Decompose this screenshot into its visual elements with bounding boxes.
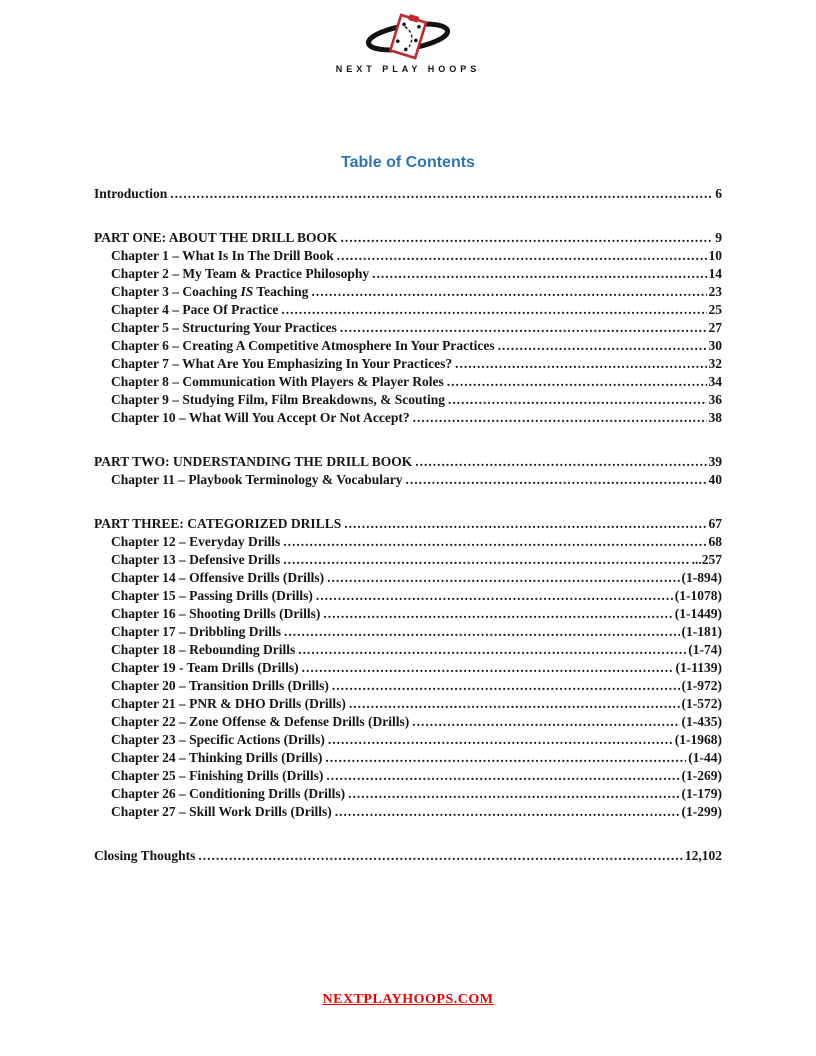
toc-entry	[94, 569, 722, 587]
toc-entry-page: 32	[708, 356, 722, 371]
dot-leader	[332, 677, 680, 695]
toc-entry	[94, 605, 722, 623]
toc-entry	[94, 803, 722, 821]
toc-entry	[94, 587, 722, 605]
dot-leader	[412, 713, 679, 731]
toc-entry-page: (1-1449)	[674, 606, 722, 621]
toc-entry-label: Chapter 22 – Zone Offense & Defense Drills (Drills)	[111, 714, 410, 729]
dot-leader	[326, 767, 679, 785]
toc-entry	[94, 265, 722, 283]
toc-entry-page: 30	[708, 338, 722, 353]
dot-leader	[349, 695, 680, 713]
toc-entry-label: Chapter 12 – Everyday Drills	[111, 534, 281, 549]
toc-entry	[94, 847, 722, 865]
toc-entry	[94, 229, 722, 247]
page-title: Table of Contents	[341, 154, 475, 171]
toc-entry-label: Chapter 19 - Team Drills (Drills)	[111, 660, 299, 675]
toc-entry	[94, 247, 722, 265]
dot-leader	[415, 453, 706, 471]
toc-entry-page: 39	[708, 454, 722, 469]
toc-entry-label: PART ONE: ABOUT THE DRILL BOOK	[94, 230, 338, 245]
toc-entry-label: Chapter 27 – Skill Work Drills (Drills)	[111, 804, 332, 819]
toc-entry-page: (1-1968)	[674, 732, 722, 747]
dot-leader	[448, 391, 706, 409]
toc-entry-page: (1-972)	[681, 678, 722, 693]
dot-leader	[198, 847, 682, 865]
toc-entry	[94, 301, 722, 319]
dot-leader	[283, 551, 689, 569]
toc-entry-label: Chapter 4 – Pace Of Practice	[111, 302, 279, 317]
dot-leader	[447, 373, 707, 391]
page-footer	[0, 990, 816, 1008]
toc-entry-page: 27	[708, 320, 722, 335]
toc-entry-label: Chapter 13 – Defensive Drills	[111, 552, 281, 567]
toc-entry	[94, 623, 722, 641]
toc-entry-label: Closing Thoughts	[94, 848, 196, 863]
toc-entry-page: 68	[708, 534, 722, 549]
toc-entry-label: Chapter 24 – Thinking Drills (Drills)	[111, 750, 323, 765]
toc-entry-label: Chapter 26 – Conditioning Drills (Drills)	[111, 786, 346, 801]
toc-entry-page: (1-299)	[681, 804, 722, 819]
toc-entry	[94, 785, 722, 803]
dot-leader	[302, 659, 674, 677]
toc-entry-page: 36	[708, 392, 722, 407]
toc-entry	[94, 409, 722, 427]
toc-entry	[94, 185, 722, 203]
toc-entry-label: Chapter 20 – Transition Drills (Drills)	[111, 678, 329, 693]
toc-entry-label: Chapter 15 – Passing Drills (Drills)	[111, 588, 313, 603]
toc-entry	[94, 533, 722, 551]
toc-entry-label: PART THREE: CATEGORIZED DRILLS	[94, 516, 342, 531]
toc-entry-label: Chapter 17 – Dribbling Drills	[111, 624, 282, 639]
toc-entry-page: 40	[708, 472, 722, 487]
toc-entry-page: 25	[708, 302, 722, 317]
toc-entry	[94, 391, 722, 409]
toc-entry-page: (1-435)	[681, 714, 722, 729]
dot-leader	[348, 785, 679, 803]
toc-entry	[94, 695, 722, 713]
toc-entry-label: Chapter 5 – Structuring Your Practices	[111, 320, 337, 335]
toc-entry	[94, 749, 722, 767]
dot-leader	[298, 641, 686, 659]
toc-entry-page: 23	[708, 284, 722, 299]
toc-entry	[94, 713, 722, 731]
toc-entry	[94, 355, 722, 373]
next-play-hoops-logo-icon	[353, 13, 463, 63]
dot-leader	[328, 731, 673, 749]
toc-entry-label: Chapter 7 – What Are You Emphasizing In Your Practices?	[111, 356, 453, 371]
dot-leader	[498, 337, 707, 355]
toc-entry-label: PART TWO: UNDERSTANDING THE DRILL BOOK	[94, 454, 413, 469]
dot-leader	[337, 247, 707, 265]
toc-entry	[94, 551, 722, 569]
dot-leader	[340, 319, 707, 337]
toc-entry-page: 34	[708, 374, 722, 389]
toc-entry	[94, 659, 722, 677]
toc-entry-label: Chapter 6 – Creating A Competitive Atmosphere In Your Practices	[111, 338, 495, 353]
header-logo-block	[0, 0, 816, 74]
toc-entry-label: Chapter 11 – Playbook Terminology & Vocabulary	[111, 472, 403, 487]
dot-leader	[344, 515, 706, 533]
dot-leader	[170, 185, 713, 203]
toc-entry-page: (1-181)	[681, 624, 722, 639]
toc-entry-page: 9	[715, 230, 722, 245]
dot-leader	[311, 283, 706, 301]
toc-entry-label: Chapter 3 – Coaching IS Teaching	[111, 284, 309, 299]
toc-entry-label: Chapter 25 – Finishing Drills (Drills)	[111, 768, 324, 783]
toc-entry-page: (1-269)	[681, 768, 722, 783]
toc-entry-label: Chapter 23 – Specific Actions (Drills)	[111, 732, 325, 747]
brand-wordmark: NEXT PLAY HOOPS	[335, 64, 481, 74]
toc-entry-page: 38	[708, 410, 722, 425]
toc-list	[94, 185, 722, 865]
dot-leader	[455, 355, 706, 373]
toc-entry-label: Chapter 1 – What Is In The Drill Book	[111, 248, 334, 263]
toc-entry	[94, 641, 722, 659]
toc-entry-page: 67	[708, 516, 722, 531]
dot-leader	[284, 623, 679, 641]
toc-entry-page: (1-572)	[681, 696, 722, 711]
dot-leader	[281, 301, 706, 319]
toc-entry-label: Chapter 14 – Offensive Drills (Drills)	[111, 570, 325, 585]
toc-entry-page: 14	[708, 266, 722, 281]
toc-entry-page: (1-44)	[688, 750, 722, 765]
toc-entry-page: 12,102	[684, 848, 722, 863]
dot-leader	[406, 471, 707, 489]
toc-entry	[94, 471, 722, 489]
toc-entry	[94, 453, 722, 471]
toc-entry-page: (1-74)	[688, 642, 722, 657]
dot-leader	[316, 587, 673, 605]
toc-entry-page: ...257	[691, 552, 722, 567]
toc-entry	[94, 337, 722, 355]
toc-entry	[94, 677, 722, 695]
toc-entry	[94, 283, 722, 301]
toc-entry-page: 6	[715, 186, 722, 201]
toc-entry-label: Chapter 16 – Shooting Drills (Drills)	[111, 606, 321, 621]
footer-website-link[interactable]: NEXTPLAYHOOPS.COM	[322, 992, 494, 1007]
dot-leader	[327, 569, 679, 587]
toc-entry-label: Chapter 8 – Communication With Players & Player Roles	[111, 374, 444, 389]
toc-entry-label: Chapter 2 – My Team & Practice Philosophy	[111, 266, 370, 281]
dot-leader	[325, 749, 686, 767]
toc-entry-label: Chapter 10 – What Will You Accept Or Not Accept?	[111, 410, 410, 425]
toc-entry-label: Chapter 21 – PNR & DHO Drills (Drills)	[111, 696, 346, 711]
toc-entry-label: Introduction	[94, 186, 168, 201]
toc-entry-page: (1-1139)	[675, 660, 722, 675]
toc-entry-page: (1-1078)	[674, 588, 722, 603]
dot-leader	[335, 803, 680, 821]
dot-leader	[340, 229, 713, 247]
dot-leader	[413, 409, 707, 427]
toc-entry-label: Chapter 9 – Studying Film, Film Breakdowns, & Scouting	[111, 392, 446, 407]
toc-entry-label: Chapter 18 – Rebounding Drills	[111, 642, 296, 657]
toc-entry	[94, 767, 722, 785]
toc-entry-page: (1-179)	[681, 786, 722, 801]
toc-entry	[94, 373, 722, 391]
toc-entry	[94, 731, 722, 749]
toc-entry	[94, 319, 722, 337]
dot-leader	[323, 605, 672, 623]
toc-entry-page: (1-894)	[681, 570, 722, 585]
dot-leader	[283, 533, 706, 551]
toc-entry-page: 10	[708, 248, 722, 263]
dot-leader	[372, 265, 706, 283]
toc-entry	[94, 515, 722, 533]
